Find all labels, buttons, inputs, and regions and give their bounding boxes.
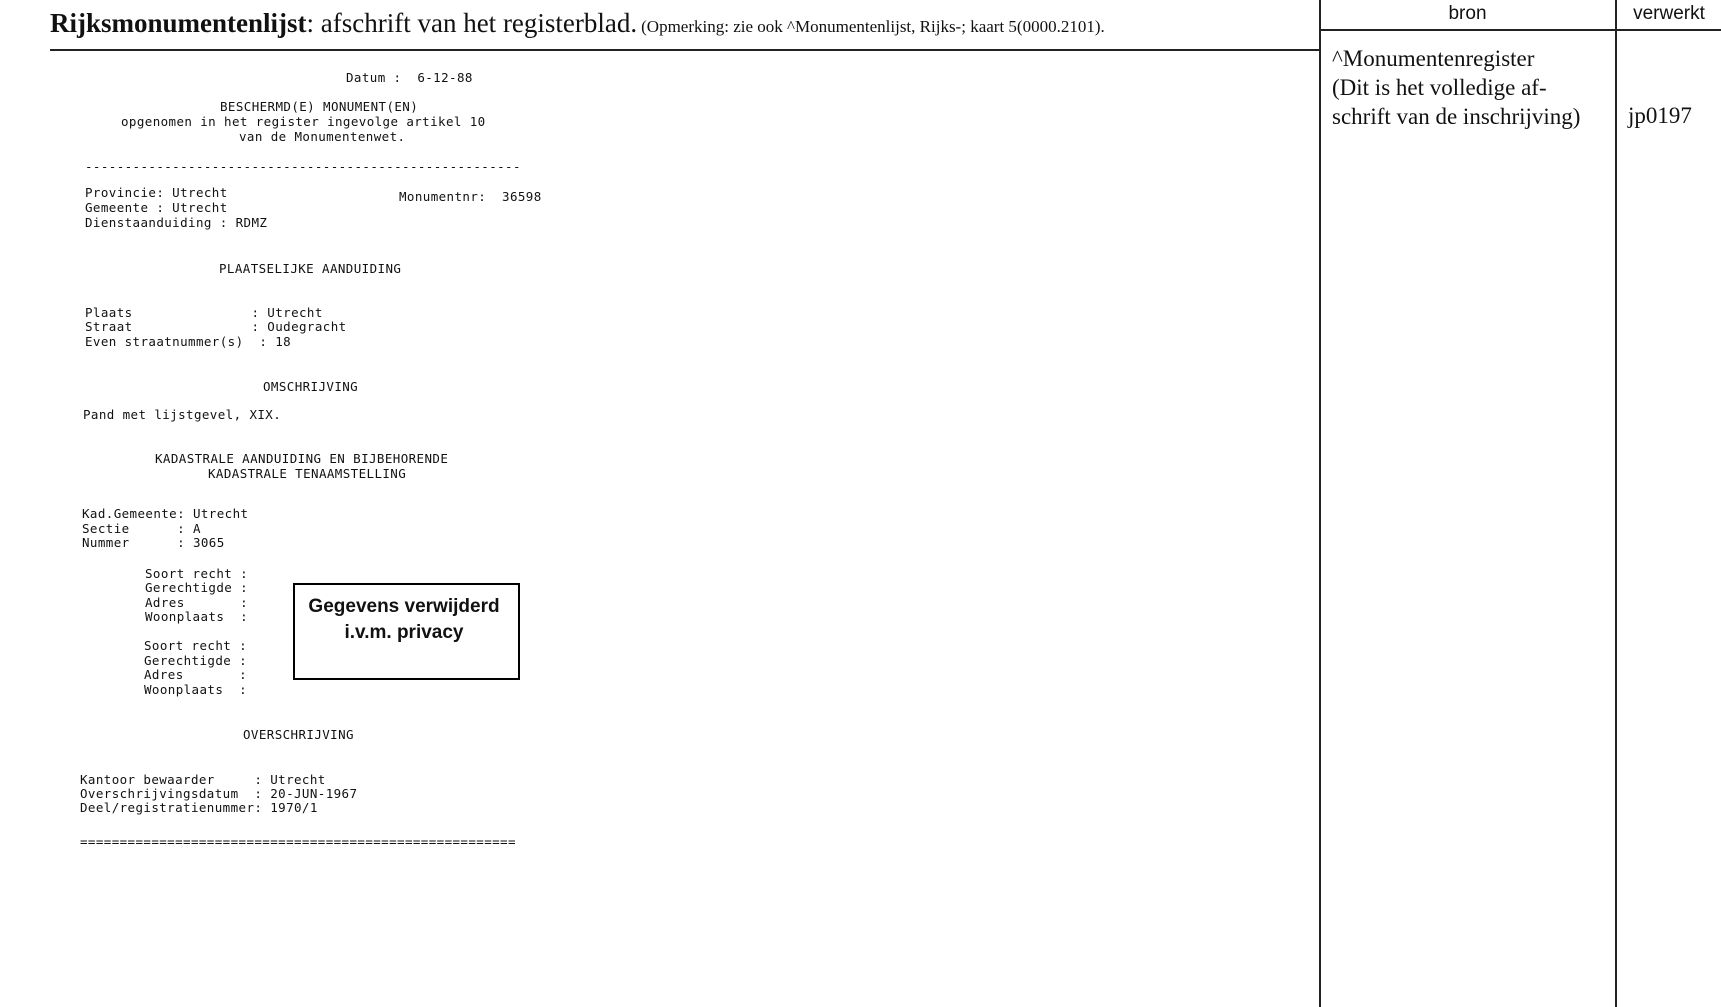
kad-gemeente-row: Kad.Gemeente: Utrecht (82, 506, 249, 521)
provincie: Provincie: Utrecht (85, 185, 228, 200)
soort-recht-row: Soort recht : (145, 566, 249, 581)
title-rest: : afschrift van het registerblad. (306, 8, 638, 38)
plaats-row: Plaats : Utrecht (85, 305, 323, 320)
dash-rule: ------------------------------------------------------- (85, 159, 521, 174)
omschrijving-heading: OMSCHRIJVING (263, 379, 359, 394)
kantoor-row: Kantoor bewaarder : Utrecht (80, 772, 326, 787)
document-title (50, 8, 1320, 39)
sectie-row: Sectie : A (82, 521, 201, 536)
monumentnr: Monumentnr: 36598 (399, 189, 542, 204)
verwerkt-column-header: verwerkt (1633, 3, 1705, 24)
deel-row: Deel/registratienummer: 1970/1 (80, 800, 318, 815)
adres-row: Adres : (144, 667, 248, 682)
soort-recht-row: Soort recht : (144, 638, 248, 653)
column-divider-right (1615, 0, 1617, 1007)
privacy-notice (300, 594, 508, 646)
equals-rule: ======================================================= (80, 834, 516, 849)
bron-line: (Dit is het volledige af- (1332, 75, 1547, 100)
plaatselijke-heading: PLAATSELIJKE AANDUIDING (219, 261, 402, 276)
dienstaanduiding: Dienstaanduiding : RDMZ (85, 215, 268, 230)
datum: Datum : 6-12-88 (346, 70, 473, 85)
gemeente: Gemeente : Utrecht (85, 200, 228, 215)
privacy-line: Gegevens verwijderd (308, 596, 500, 617)
title-bold: Rijksmonumentenlijst (50, 8, 307, 38)
nummer-row: Nummer : 3065 (82, 535, 225, 550)
straatnummer-row: Even straatnummer(s) : 18 (85, 334, 292, 349)
column-header-rule (1320, 29, 1721, 31)
woonplaats-row: Woonplaats : (145, 609, 249, 624)
overschrijving-heading: OVERSCHRIJVING (243, 727, 354, 742)
adres-row: Adres : (145, 595, 249, 610)
kadastraal-heading-1: KADASTRALE AANDUIDING EN BIJBEHORENDE (155, 451, 449, 466)
header-rule (50, 49, 1320, 51)
intro-line-2: opgenomen in het register ingevolge artikel 10 (121, 114, 486, 129)
title-note: (Opmerking: zie ook ^Monumentenlijst, Rijks-; kaart 5(0000.2101). (641, 17, 1105, 36)
column-divider-left (1319, 0, 1321, 1007)
bron-cell (1332, 44, 1580, 131)
bron-line: schrift van de inschrijving) (1332, 104, 1581, 129)
intro-line-3: van de Monumentenwet. (239, 129, 406, 144)
privacy-line: i.v.m. privacy (344, 622, 464, 643)
bron-column-header: bron (1448, 3, 1487, 24)
overschrijvingsdatum-row: Overschrijvingsdatum : 20-JUN-1967 (80, 786, 358, 801)
kadastraal-heading-2: KADASTRALE TENAAMSTELLING (208, 466, 407, 481)
verwerkt-cell: jp0197 (1628, 103, 1692, 128)
omschrijving-text: Pand met lijstgevel, XIX. (83, 407, 282, 422)
straat-row: Straat : Oudegracht (85, 319, 347, 334)
gerechtigde-row: Gerechtigde : (144, 653, 248, 668)
intro-line-1: BESCHERMD(E) MONUMENT(EN) (220, 99, 419, 114)
gerechtigde-row: Gerechtigde : (145, 580, 249, 595)
bron-line: ^Monumentenregister (1332, 46, 1535, 71)
woonplaats-row: Woonplaats : (144, 682, 248, 697)
